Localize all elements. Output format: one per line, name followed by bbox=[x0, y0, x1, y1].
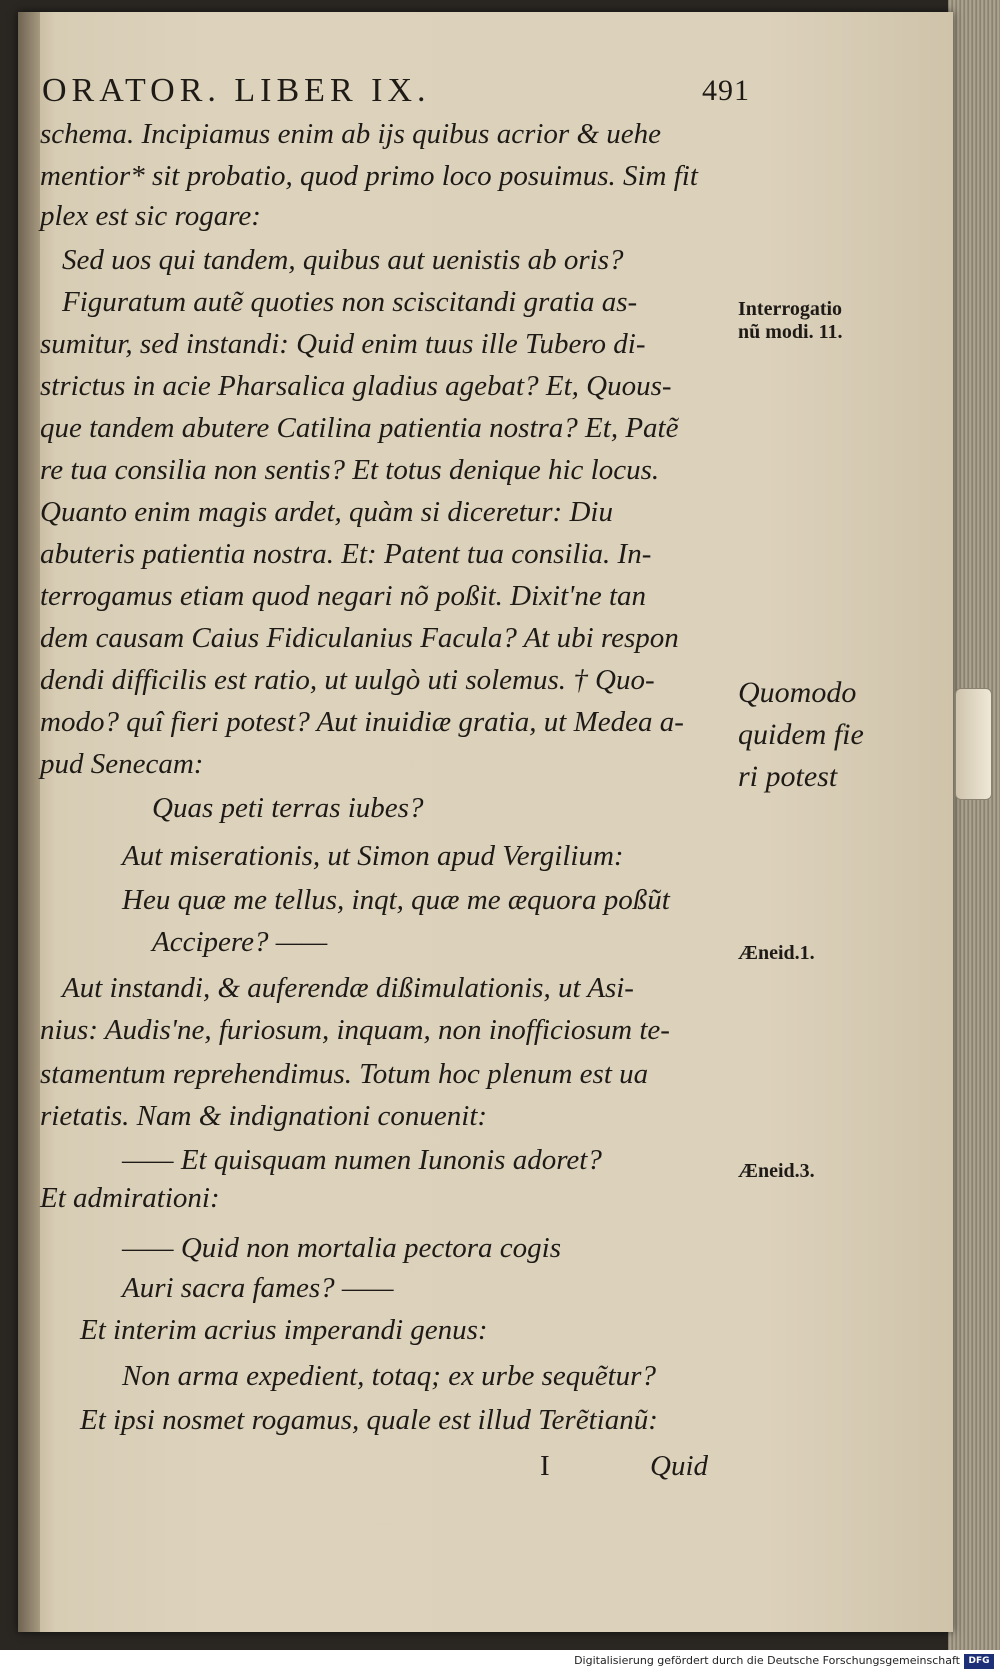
text-line: Figuratum autẽ quoties non sciscitandi gratia as- bbox=[62, 286, 638, 318]
text-line: que tandem abutere Catilina patientia nostra? Et, Patẽ bbox=[40, 412, 679, 444]
text-line: strictus in acie Pharsalica gladius agebat? Et, Quous- bbox=[40, 370, 672, 402]
dfg-logo: DFG bbox=[964, 1654, 994, 1669]
verse-line: Accipere? —— bbox=[152, 926, 328, 958]
text-line: modo? quî fieri potest? Aut inuidiæ gratia, ut Medea a- bbox=[40, 706, 684, 738]
book-clasp bbox=[955, 688, 992, 800]
footer-bar bbox=[0, 1650, 1000, 1674]
verse-line: Heu quæ me tellus, inqt, quæ me æquora poßũt bbox=[122, 884, 670, 916]
verse-line: —— Quid non mortalia pectora cogis bbox=[122, 1232, 562, 1264]
book-edge bbox=[948, 0, 1000, 1650]
text-line: pud Senecam: bbox=[40, 748, 204, 780]
text-line: sumitur, sed instandi: Quid enim tuus ille Tubero di- bbox=[40, 328, 646, 360]
margin-note-quomodo: Quomodo quidem fie ri potest bbox=[738, 676, 864, 793]
text-line: dendi difficilis est ratio, ut uulgò uti solemus. † Quo- bbox=[40, 664, 655, 696]
text-line: Et ipsi nosmet rogamus, quale est illud Terẽtianũ: bbox=[80, 1404, 658, 1436]
text-line: stamentum reprehendimus. Totum hoc plenum est ua bbox=[40, 1058, 649, 1090]
text-line: plex est sic rogare: bbox=[40, 200, 261, 232]
signature-mark: I bbox=[540, 1450, 550, 1482]
text-line: abuteris patientia nostra. Et: Patent tua consilia. In- bbox=[40, 538, 652, 570]
margin-note-aeneid-1: Æneid.1. bbox=[738, 942, 815, 964]
verse-line: —— Et quisquam numen Iunonis adoret? bbox=[122, 1144, 602, 1176]
running-title: ORATOR. LIBER IX. bbox=[42, 72, 431, 109]
text-line: dem causam Caius Fidiculanius Facula? At ubi respon bbox=[40, 622, 679, 654]
verse-line: Auri sacra fames? —— bbox=[122, 1272, 394, 1304]
text-line: re tua consilia non sentis? Et totus denique hic locus. bbox=[40, 454, 660, 486]
text-line: terrogamus etiam quod negari nõ poßit. Dixit'ne tan bbox=[40, 580, 647, 612]
footer-credit: Digitalisierung gefördert durch die Deutsche Forschungsgemeinschaft bbox=[574, 1654, 960, 1667]
page-number: 491 bbox=[702, 74, 750, 107]
margin-note-aeneid-3: Æneid.3. bbox=[738, 1160, 815, 1182]
page-gutter bbox=[18, 12, 40, 1632]
text-line: rietatis. Nam & indignationi conuenit: bbox=[40, 1100, 488, 1132]
text-line: Quanto enim magis ardet, quàm si diceretur: Diu bbox=[40, 496, 613, 528]
text-line: Et interim acrius imperandi genus: bbox=[80, 1314, 488, 1346]
verse-line: Quas peti terras iubes? bbox=[152, 792, 424, 824]
margin-note-interrogatio: Interrogatio nũ modi. 11. bbox=[738, 298, 843, 343]
text-line: Aut instandi, & auferendæ dißimulationis, ut Asi- bbox=[62, 972, 634, 1004]
text-line: Sed uos qui tandem, quibus aut uenistis ab oris? bbox=[62, 244, 624, 276]
catchword: Quid bbox=[650, 1450, 708, 1482]
text-line: Aut miserationis, ut Simon apud Vergilium: bbox=[122, 840, 624, 872]
verse-line: Non arma expedient, totaq; ex urbe sequẽtur? bbox=[122, 1360, 656, 1392]
text-line: schema. Incipiamus enim ab ijs quibus acrior & uehe bbox=[40, 118, 662, 150]
text-line: Et admirationi: bbox=[40, 1182, 220, 1214]
text-line: nius: Audis'ne, furiosum, inquam, non inofficiosum te- bbox=[40, 1014, 670, 1046]
text-line: mentior* sit probatio, quod primo loco posuimus. Sim fit bbox=[40, 160, 698, 192]
running-header bbox=[42, 72, 750, 110]
